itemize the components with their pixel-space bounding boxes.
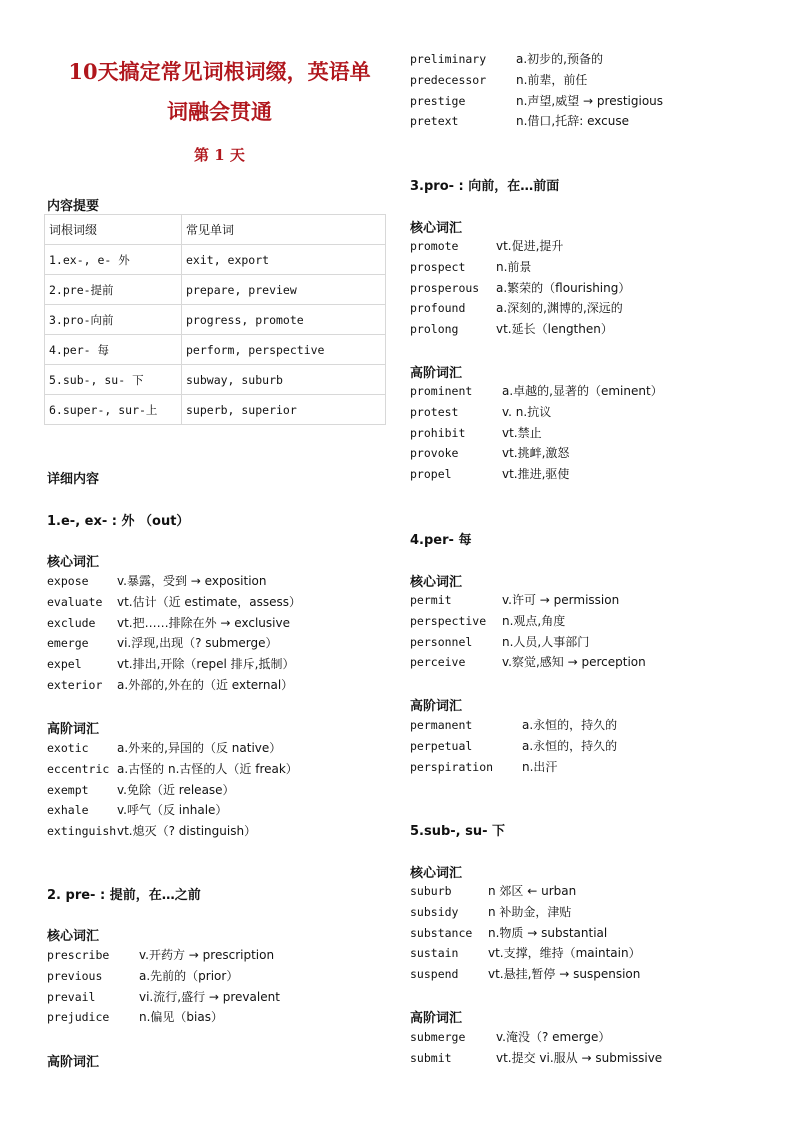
table-row: [45, 395, 386, 425]
vocab-entry: [410, 924, 607, 941]
vocab-word: expose: [47, 574, 89, 588]
vocab-word: personnel: [410, 634, 473, 649]
table-cell-root: 4.per- 每: [45, 335, 182, 365]
vocab-word: prejudice: [47, 1010, 110, 1025]
vocab-definition: a.繁荣的（flourishing）: [496, 280, 631, 295]
vocab-word: eccentric: [47, 761, 110, 776]
vocab-word: emerge: [47, 636, 89, 651]
table-cell-words: prepare, preview: [182, 275, 386, 305]
vocab-definition: vt.悬挂,暂停 → suspension: [488, 967, 641, 982]
vocab-definition: a.先前的（prior）: [139, 968, 239, 983]
vocab-definition: vi.流行,盛行 → prevalent: [139, 989, 280, 1004]
section-5-core-label: 核心词汇: [410, 866, 463, 881]
vocab-entry: [410, 92, 663, 109]
table-row: [45, 305, 386, 335]
table-header-root: 词根词缀: [45, 215, 182, 245]
vocab-entry: [410, 71, 587, 88]
section-1-advanced-label: 高阶词汇: [47, 722, 100, 737]
vocab-word: previous: [47, 968, 103, 983]
vocab-entry: [410, 882, 576, 899]
vocab-definition: v. n.抗议: [502, 404, 552, 419]
section-3-heading: 3.pro- : 向前，在…前面: [410, 179, 560, 194]
vocab-word: exempt: [47, 782, 89, 797]
vocab-word: prosperous: [410, 280, 480, 295]
vocab-word: provoke: [410, 446, 459, 461]
vocab-entry: [47, 988, 280, 1005]
vocab-word: expel: [47, 657, 82, 672]
section-5-advanced-label: 高阶词汇: [410, 1011, 463, 1026]
section-5-heading: 5.sub-, su- 下: [410, 824, 506, 839]
vocab-entry: [410, 424, 542, 441]
section-1-heading: 1.e-, ex- : 外 （out）: [47, 514, 190, 529]
vocab-word: perspiration: [410, 759, 494, 774]
vocab-definition: a.初步的,预备的: [516, 52, 603, 66]
vocab-word: substance: [410, 925, 473, 940]
vocab-word: prospect: [410, 259, 466, 274]
vocab-entry: [410, 965, 640, 982]
vocab-entry: [47, 572, 266, 589]
vocab-entry: [410, 591, 619, 608]
vocab-word: exhale: [47, 803, 89, 818]
section-3-core-label: 核心词汇: [410, 221, 463, 236]
day-label: 第 1 天: [194, 146, 245, 164]
vocab-entry: [47, 760, 298, 777]
table-row: [45, 365, 386, 395]
vocab-definition: n.出汗: [522, 759, 558, 774]
vocab-word: suspend: [410, 967, 459, 982]
vocab-definition: vt.促进,提升: [496, 239, 564, 253]
table-header-words: 常见单词: [182, 215, 386, 245]
vocab-definition: v.许可 → permission: [502, 593, 620, 607]
vocab-entry: [410, 1049, 662, 1066]
vocab-entry: [47, 822, 256, 839]
section-4-heading: 4.per- 每: [410, 533, 472, 548]
vocab-word: permanent: [410, 718, 473, 732]
vocab-word: prestige: [410, 93, 466, 108]
vocab-definition: a.外部的,外在的（近 external）: [117, 678, 294, 692]
vocab-definition: vt.排出,开除（repel 排斥,抵制）: [117, 657, 295, 672]
section-2-heading: 2. pre- : 提前，在…之前: [47, 888, 201, 903]
vocab-entry: [410, 112, 629, 129]
vocab-entry: [47, 676, 293, 693]
vocab-entry: [47, 967, 238, 984]
document-title-line-1: 10天搞定常见词根词缀，英语单: [68, 59, 371, 84]
document-title-line-2: 词融会贯通: [167, 99, 272, 124]
summary-heading: 内容提要: [47, 199, 100, 214]
vocab-entry: [410, 258, 531, 275]
vocab-entry: [410, 403, 551, 420]
vocab-word: preliminary: [410, 52, 487, 66]
vocab-word: propel: [410, 467, 452, 482]
vocab-word: subsidy: [410, 904, 459, 919]
table-header-row: [45, 215, 386, 245]
vocab-definition: a.卓越的,显著的（eminent）: [502, 384, 663, 398]
vocab-definition: vt.推进,驱使: [502, 467, 570, 482]
table-row: [45, 275, 386, 305]
vocab-definition: a.永恒的，持久的: [522, 738, 618, 753]
vocab-definition: v.淹没（? emerge）: [496, 1030, 611, 1044]
vocab-entry: [47, 801, 227, 818]
vocab-entry: [410, 279, 630, 296]
vocab-word: exclude: [47, 615, 96, 630]
vocab-entry: [47, 593, 301, 610]
vocab-definition: n.前辈，前任: [516, 72, 588, 87]
detail-heading: 详细内容: [47, 472, 100, 487]
vocab-definition: vt.估计（近 estimate，assess）: [117, 594, 301, 609]
vocab-definition: n 郊区 ← urban: [488, 884, 577, 898]
vocab-word: evaluate: [47, 594, 103, 609]
vocab-word: exotic: [47, 741, 89, 755]
table-cell-words: superb, superior: [182, 395, 386, 425]
vocab-definition: n.物质 → substantial: [488, 925, 608, 940]
vocab-word: perpetual: [410, 738, 473, 753]
vocab-entry: [410, 903, 571, 920]
vocab-entry: [47, 739, 281, 756]
table-row: [45, 245, 386, 275]
vocab-definition: vt.挑衅,激怒: [502, 446, 570, 461]
vocab-word: pretext: [410, 114, 459, 129]
section-1-core-label: 核心词汇: [47, 555, 100, 570]
vocab-definition: v.开药方 → prescription: [139, 948, 275, 962]
table-cell-root: 6.super-, sur-上: [45, 395, 182, 425]
vocab-entry: [410, 444, 569, 461]
vocab-definition: vt.禁止: [502, 425, 542, 440]
vocab-word: perspective: [410, 613, 487, 628]
vocab-definition: n.偏见（bias）: [139, 1010, 223, 1025]
section-4-core-label: 核心词汇: [410, 575, 463, 590]
vocab-entry: [410, 612, 565, 629]
vocab-entry: [410, 716, 617, 733]
vocab-entry: [410, 382, 663, 399]
vocab-entry: [410, 737, 617, 754]
vocab-word: submerge: [410, 1030, 466, 1044]
vocab-definition: a.外来的,异国的（反 native）: [117, 741, 282, 755]
vocab-word: prescribe: [47, 948, 110, 962]
vocab-word: predecessor: [410, 72, 487, 87]
vocab-word: prominent: [410, 384, 473, 398]
summary-table: [44, 214, 386, 425]
vocab-entry: [47, 614, 290, 631]
vocab-word: exterior: [47, 678, 103, 692]
vocab-entry: [47, 1008, 223, 1025]
table-cell-words: progress, promote: [182, 305, 386, 335]
section-2-core-label: 核心词汇: [47, 929, 100, 944]
table-cell-root: 1.ex-, e- 外: [45, 245, 182, 275]
vocab-definition: a.深刻的,渊博的,深远的: [496, 301, 623, 316]
table-row: [45, 335, 386, 365]
vocab-entry: [410, 758, 557, 775]
vocab-definition: vi.浮现,出现（? submerge）: [117, 636, 278, 651]
vocab-entry: [410, 320, 613, 337]
section-2-advanced-label: 高阶词汇: [47, 1055, 100, 1070]
vocab-definition: v.暴露，受到 → exposition: [117, 574, 267, 588]
vocab-word: profound: [410, 301, 466, 316]
table-cell-words: exit, export: [182, 245, 386, 275]
vocab-definition: a.古怪的 n.古怪的人（近 freak）: [117, 761, 298, 776]
vocab-word: sustain: [410, 946, 459, 961]
vocab-entry: [410, 50, 603, 67]
vocab-entry: [410, 465, 569, 482]
vocab-entry: [410, 944, 641, 961]
vocab-definition: v.察觉,感知 → perception: [502, 655, 646, 670]
vocab-definition: n.借口,托辞: excuse: [516, 114, 629, 129]
vocab-definition: n.观点,角度: [502, 613, 566, 628]
vocab-word: extinguish: [47, 824, 117, 839]
vocab-definition: v.免除（近 release）: [117, 782, 235, 797]
vocab-entry: [410, 299, 623, 316]
vocab-definition: vt.把……排除在外 → exclusive: [117, 615, 290, 630]
table-cell-words: perform, perspective: [182, 335, 386, 365]
vocab-definition: vt.熄灭（? distinguish）: [117, 824, 257, 839]
table-cell-root: 3.pro-向前: [45, 305, 182, 335]
vocab-definition: n 补助金，津贴: [488, 904, 572, 919]
vocab-definition: vt.延长（lengthen）: [496, 322, 613, 337]
vocab-definition: vt.支撑，维持（maintain）: [488, 946, 641, 961]
vocab-entry: [47, 946, 274, 963]
vocab-word: prevail: [47, 989, 96, 1004]
vocab-definition: n.声望,威望 → prestigious: [516, 93, 664, 108]
vocab-word: suburb: [410, 884, 452, 898]
section-3-advanced-label: 高阶词汇: [410, 366, 463, 381]
vocab-entry: [47, 634, 278, 651]
vocab-entry: [410, 237, 563, 254]
vocab-entry: [47, 781, 235, 798]
vocab-definition: vt.提交 vi.服从 → submissive: [496, 1050, 663, 1065]
vocab-word: permit: [410, 593, 452, 607]
vocab-entry: [47, 655, 294, 672]
vocab-definition: a.永恒的，持久的: [522, 718, 618, 732]
vocab-entry: [410, 633, 589, 650]
vocab-word: perceive: [410, 655, 466, 670]
vocab-entry: [410, 653, 646, 670]
vocab-definition: n.人员,人事部门: [502, 634, 590, 649]
section-4-advanced-label: 高阶词汇: [410, 699, 463, 714]
table-cell-root: 5.sub-, su- 下: [45, 365, 182, 395]
table-cell-root: 2.pre-提前: [45, 275, 182, 305]
vocab-word: protest: [410, 404, 459, 419]
vocab-word: prolong: [410, 322, 459, 337]
vocab-definition: n.前景: [496, 259, 532, 274]
vocab-word: promote: [410, 239, 459, 253]
vocab-word: submit: [410, 1050, 452, 1065]
table-cell-words: subway, suburb: [182, 365, 386, 395]
vocab-entry: [410, 1028, 610, 1045]
vocab-definition: v.呼气（反 inhale）: [117, 803, 228, 818]
vocab-word: prohibit: [410, 425, 466, 440]
